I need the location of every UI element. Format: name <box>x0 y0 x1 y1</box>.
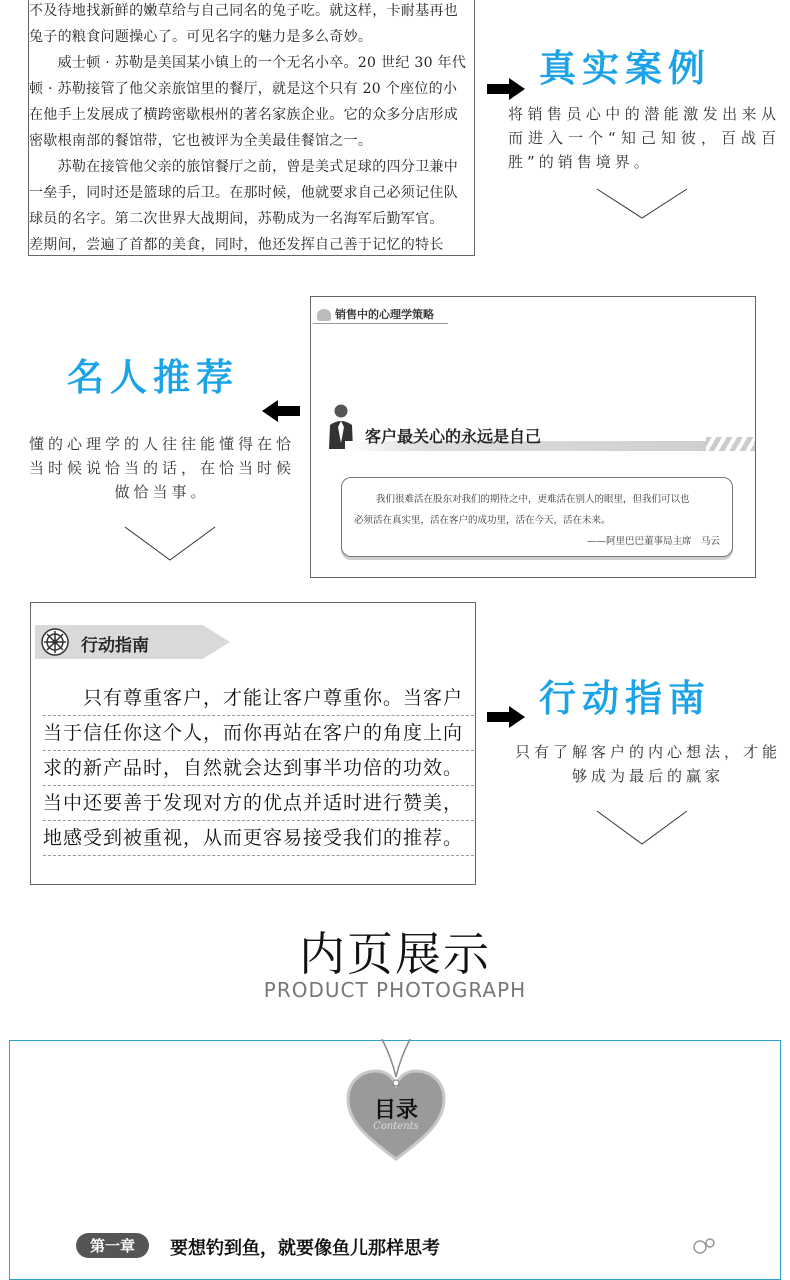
text-line: 球员的名字。第二次世界大战期间，苏勒成为一名海军后勤军官。 <box>29 211 444 227</box>
arrow-left-icon <box>262 400 300 422</box>
case-title: 真实案例 <box>539 47 711 90</box>
text-line: 当中还要善于发现对方的优点并适时进行赞美， <box>43 786 476 821</box>
guide-title: 行动指南 <box>539 677 711 720</box>
recommend-title: 名人推荐 <box>67 356 239 399</box>
text-line: 求的新产品时，自然就会达到事半功倍的功效。 <box>43 751 476 786</box>
text-line: 差期间，尝遍了首都的美食，同时，他还发挥自己善于记忆的特长 <box>29 237 444 253</box>
text-line: 威士顿 · 苏勒是美国某小镇上的一个无名小卒。20 世纪 30 年代 <box>29 55 467 71</box>
action-text <box>43 681 476 856</box>
text-line: 在他手上发展成了横跨密歇根州的著名家族企业。它的众多分店形成 <box>29 107 458 123</box>
text-line: 不及待地找新鲜的嫩草给与自己同名的兔子吃。就这样，卡耐基再也 <box>29 3 458 19</box>
text-line: 苏勒在接管他父亲的旅馆餐厅之前，曾是美式足球的四分卫兼中 <box>29 159 458 175</box>
quote-box <box>341 477 733 557</box>
recommend-description: 懂的心理学的人往往能懂得在恰当时候说恰当的话，在恰当时候做恰当事。 <box>28 435 295 501</box>
text-line: 顿 · 苏勒接管了他父亲旅馆里的餐厅，就是这个只有 20 个座位的小 <box>29 81 458 97</box>
text-line: 地感受到被重视，从而更容易接受我们的推荐。 <box>43 821 476 856</box>
book-page-excerpt-1 <box>28 0 475 256</box>
text-line: 只有尊重客户，才能让客户尊重你。当客户 <box>43 681 476 716</box>
section-title: 内页展示 <box>299 927 491 981</box>
page-text <box>29 0 474 256</box>
quote-attribution: ——阿里巴巴董事局主席 马云 <box>586 536 720 547</box>
book-header: 销售中的心理学策略 <box>335 308 434 321</box>
chevron-down-icon <box>596 188 688 220</box>
case-description: 将销售员心中的潜能激发出来从而进入一个“知己知彼，百战百胜”的销售境界。 <box>508 105 780 171</box>
decorative-ornament-icon <box>690 1237 720 1257</box>
text-line: 兔子的粮食问题操心了。可见名字的魅力是多么奇妙。 <box>29 29 373 45</box>
toc-page-preview <box>9 1040 781 1280</box>
header-icon <box>317 309 331 321</box>
text-line: 当于信任你这个人，而你再站在客户的角度上向 <box>43 716 476 751</box>
guide-description: 只有了解客户的内心想法，才能够成为最后的赢家 <box>514 743 781 785</box>
quote-line-1: 我们很难活在股东对我们的期待之中，更难活在别人的眼里，但我们可以也 <box>376 494 690 505</box>
ship-wheel-icon <box>40 627 70 657</box>
text-line: 一垒手，同时还是篮球的后卫。在那时候，他就要求自己必须记住队 <box>29 185 458 201</box>
book-page-excerpt-3 <box>30 602 476 885</box>
section-heading: 客户最关心的永远是自己 <box>365 427 542 446</box>
book-page-excerpt-2 <box>310 296 756 578</box>
toc-subheading: Contents <box>373 1121 419 1132</box>
chapter-badge: 第一章 <box>76 1233 149 1258</box>
section-subtitle: PRODUCT PHOTOGRAPH <box>263 978 527 1002</box>
chevron-down-icon <box>124 526 216 562</box>
chevron-down-icon <box>596 810 688 846</box>
toc-heading: 目录 <box>373 1097 418 1123</box>
chapter-title: 要想钓到鱼，就要像鱼儿那样思考 <box>170 1238 440 1259</box>
action-header: 行动指南 <box>81 636 149 656</box>
quote-line-2: 必须活在真实里，活在客户的成功里，活在今天，活在未来。 <box>354 515 611 526</box>
text-line: 密歇根南部的餐馆带，它也被评为全美最佳餐馆之一。 <box>29 133 373 149</box>
